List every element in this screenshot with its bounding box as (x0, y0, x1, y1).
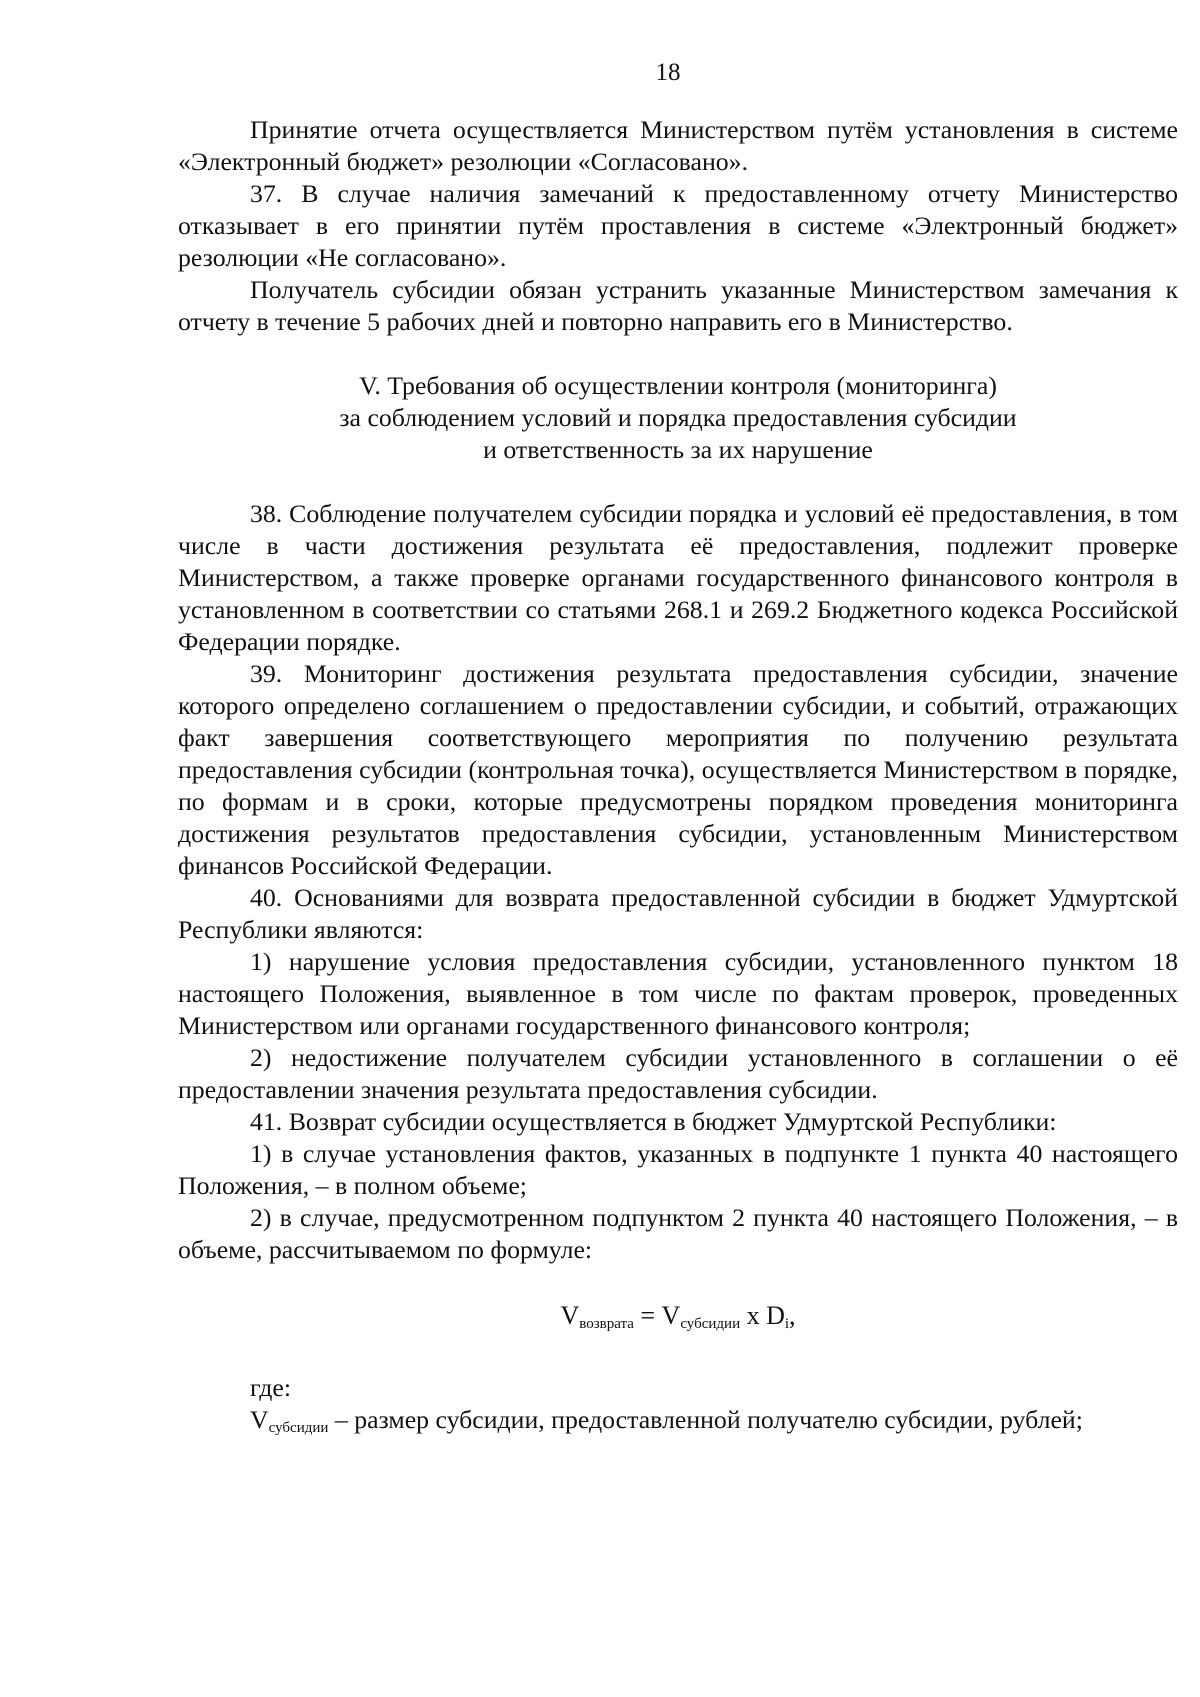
definition-symbol: V (250, 1404, 269, 1434)
section-heading-line-3: и ответственность за их нарушение (483, 435, 873, 464)
return-formula (178, 1300, 1178, 1340)
formula-sub-return: возврата (579, 1315, 634, 1332)
definition-v-subsidy (178, 1404, 1178, 1444)
formula-equals: = (633, 1301, 662, 1330)
paragraph-38: 38. Соблюдение получателем субсидии порядка и условий её предоставления, в том числе в части достижения результата её предоставления, подлежит проверке Министерством, а также проверке органами государственного финансового контроля в установленном в соответствии со статьями 268.1 и 269.2 Бюджетного кодекса Российской Федерации порядке. (178, 499, 1178, 656)
section-heading-line-1: V. Требования об осуществлении контроля (мониторинга) (359, 371, 997, 400)
paragraph-recipient-obligation: Получатель субсидии обязан устранить указанные Министерством замечания к отчету в течение 5 рабочих дней и повторно направить его в Министерство. (178, 275, 1178, 336)
paragraph-37: 37. В случае наличия замечаний к предоставленному отчету Министерство отказывает в его принятии путём проставления в системе «Электронный бюджет» резолюции «Не согласовано». (178, 179, 1178, 272)
page-number: 18 (655, 59, 681, 86)
section-heading-line-2: за соблюдением условий и порядка предоставления субсидии (339, 403, 1017, 432)
formula-sub-subsidy: субсидии (680, 1315, 741, 1332)
formula-v-subsidy: V (661, 1301, 681, 1330)
paragraph-41: 41. Возврат субсидии осуществляется в бюджет Удмуртской Республики: (250, 1107, 1057, 1136)
paragraph-40-item-1: 1) нарушение условия предоставления субсидии, установленного пунктом 18 настоящего Положения, выявленное в том числе по фактам проверок, проведенных Министерством или органами государственного финансового контроля; (178, 947, 1178, 1040)
paragraph-40: 40. Основаниями для возврата предоставленной субсидии в бюджет Удмуртской Республики являются: (178, 883, 1178, 944)
definition-symbol-sub: субсидии (268, 1419, 329, 1436)
formula-times-d: x D (740, 1301, 785, 1330)
paragraph-41-item-1: 1) в случае установления фактов, указанных в подпункте 1 пункта 40 настоящего Положения, – в полном объеме; (178, 1139, 1178, 1200)
formula-trail: , (789, 1301, 796, 1330)
paragraph-40-item-2: 2) недостижение получателем субсидии установленного в соглашении о её предоставлении значения результата предоставления субсидии. (178, 1043, 1178, 1104)
formula-v-return: V (560, 1301, 580, 1330)
section-heading (178, 370, 1178, 466)
paragraph-41-item-2: 2) в случае, предусмотренном подпунктом 2 пункта 40 настоящего Положения, – в объеме, рассчитываемом по формуле: (178, 1203, 1178, 1264)
paragraph-39: 39. Мониторинг достижения результата предоставления субсидии, значение которого определено соглашением о предоставлении субсидии, и событий, отражающих факт завершения соответствующего мероприятия по получению результата предоставления субсидии (контрольная точка), осуществляется Министерством в порядке, по формам и в сроки, которые предусмотрены порядком проведения мониторинга достижения результатов предоставления субсидии, установленным Министерством финансов Российской Федерации. (178, 659, 1178, 880)
where-label: где: (250, 1372, 292, 1402)
paragraph-report-acceptance: Принятие отчета осуществляется Министерством путём установления в системе «Электронный бюджет» резолюции «Согласовано». (178, 115, 1178, 176)
definition-text: – размер субсидии, предоставленной получателю субсидии, рублей; (328, 1404, 1083, 1434)
document-body (178, 114, 1178, 1444)
formula-sub-i: i (784, 1315, 790, 1332)
